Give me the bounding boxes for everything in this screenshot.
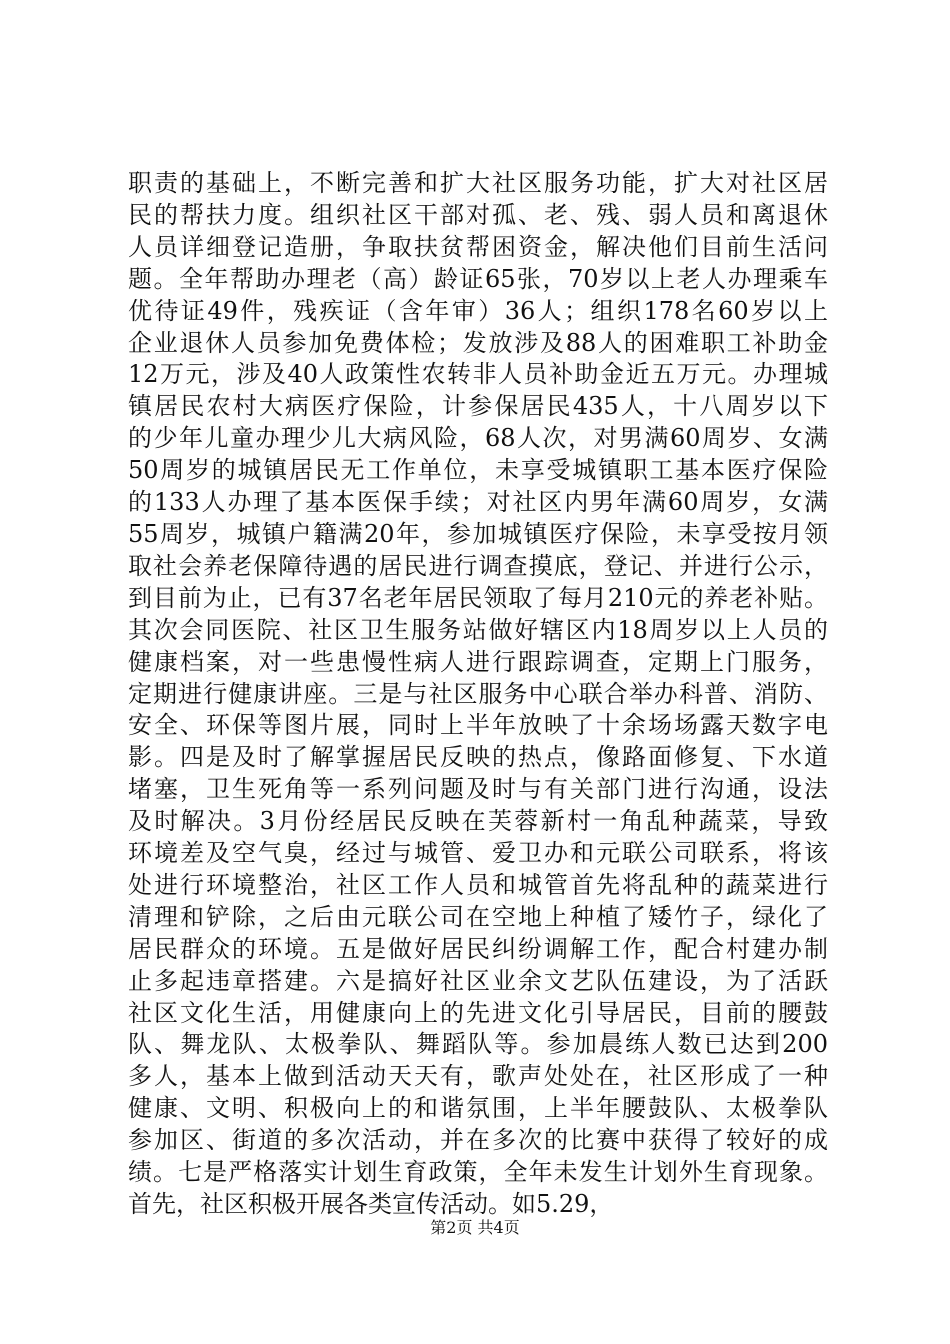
text-line: 50周岁的城镇居民无工作单位，未享受城镇职工基本医疗保险 <box>128 456 828 485</box>
text-line: 及时解决。3月份经居民反映在芙蓉新村一角乱种蔬菜，导致 <box>128 807 828 836</box>
text-line: 居民群众的环境。五是做好居民纠纷调解工作，配合村建办制 <box>128 934 828 963</box>
text-line: 12万元，涉及40人政策性农转非人员补助金近五万元。办理城 <box>128 360 828 389</box>
text-line: 社区文化生活，用健康向上的先进文化引导居民，目前的腰鼓 <box>128 998 828 1027</box>
text-line: 到目前为止，已有37名老年居民领取了每月210元的养老补贴。 <box>128 583 828 612</box>
text-line: 清理和铲除，之后由元联公司在空地上种植了矮竹子，绿化了 <box>128 902 828 931</box>
text-line: 55周岁，城镇户籍满20年，参加城镇医疗保险，未享受按月领 <box>128 519 828 548</box>
text-line: 堵塞，卫生死角等一系列问题及时与有关部门进行沟通，设法 <box>128 775 828 804</box>
text-line: 处进行环境整治，社区工作人员和城管首先将乱种的蔬菜进行 <box>128 870 828 899</box>
text-line: 优待证49件，残疾证（含年审）36人；组织178名60岁以上 <box>128 296 828 325</box>
text-line: 的133人办理了基本医保手续；对社区内男年满60周岁，女满 <box>128 488 828 517</box>
text-line: 民的帮扶力度。组织社区干部对孤、老、残、弱人员和离退休 <box>128 200 828 229</box>
text-line: 止多起违章搭建。六是搞好社区业余文艺队伍建设，为了活跃 <box>128 966 828 995</box>
text-line: 安全、环保等图片展，同时上半年放映了十余场场露天数字电 <box>128 711 828 740</box>
text-line: 取社会养老保障待遇的居民进行调查摸底，登记、并进行公示， <box>128 551 828 580</box>
text-line: 健康、文明、积极向上的和谐氛围，上半年腰鼓队、太极拳队 <box>128 1094 828 1123</box>
text-line: 企业退休人员参加免费体检；发放涉及88人的困难职工补助金 <box>128 328 828 357</box>
text-line: 健康档案，对一些患慢性病人进行跟踪调查，定期上门服务， <box>128 647 828 676</box>
text-line: 镇居民农村大病医疗保险，计参保居民435人，十八周岁以下 <box>128 392 828 421</box>
text-line: 定期进行健康讲座。三是与社区服务中心联合举办科普、消防、 <box>128 679 828 708</box>
text-line: 人员详细登记造册，争取扶贫帮困资金，解决他们目前生活问 <box>128 232 828 261</box>
document-body <box>128 168 828 1221</box>
text-line: 其次会同医院、社区卫生服务站做好辖区内18周岁以上人员的 <box>128 615 828 644</box>
text-line: 队、舞龙队、太极拳队、舞蹈队等。参加晨练人数已达到200 <box>128 1030 828 1059</box>
text-line: 题。全年帮助办理老（高）龄证65张，70岁以上老人办理乘车 <box>128 264 828 293</box>
text-line: 职责的基础上，不断完善和扩大社区服务功能，扩大对社区居 <box>128 169 828 197</box>
text-line: 影。四是及时了解掌握居民反映的热点，像路面修复、下水道 <box>128 743 828 772</box>
text-line: 多人，基本上做到活动天天有，歌声处处在，社区形成了一种 <box>128 1062 828 1091</box>
text-line: 参加区、街道的多次活动，并在多次的比赛中获得了较好的成 <box>128 1126 828 1155</box>
page-footer: 第2页 共4页 <box>430 1218 520 1237</box>
text-line-last: 首先，社区积极开展各类宣传活动。如5.29， <box>128 1190 614 1218</box>
text-line: 绩。七是严格落实计划生育政策，全年未发生计划外生育现象。 <box>128 1158 828 1187</box>
text-line: 的少年儿童办理少儿大病风险，68人次，对男满60周岁、女满 <box>128 424 828 453</box>
text-line: 环境差及空气臭，经过与城管、爱卫办和元联公司联系，将该 <box>128 839 828 868</box>
